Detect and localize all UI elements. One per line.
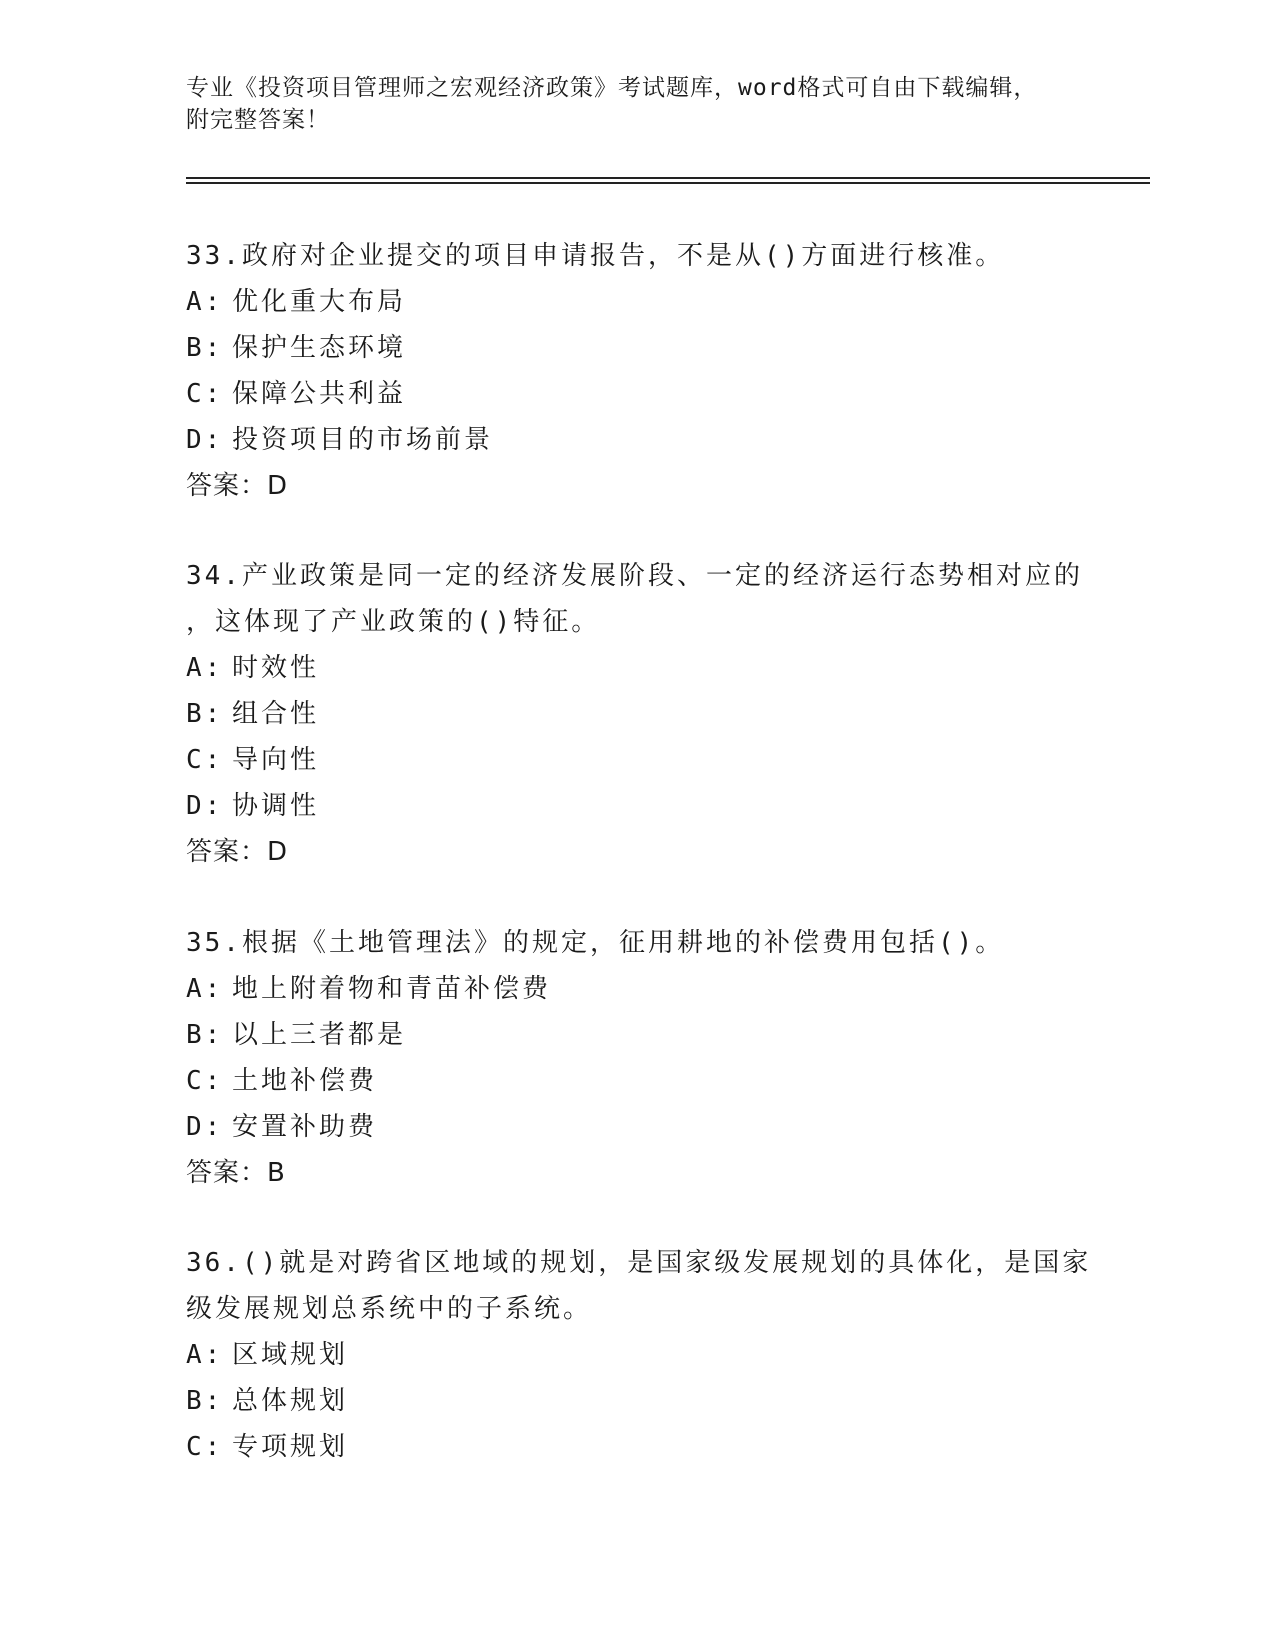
option-letter: A: xyxy=(186,974,224,1004)
option-a xyxy=(186,1332,1086,1378)
option-letter: D: xyxy=(186,425,224,455)
option-letter: B: xyxy=(186,699,224,729)
header-line-2: 附完整答案！ xyxy=(186,107,330,133)
option-letter: B: xyxy=(186,1386,224,1416)
option-text: 保障公共利益 xyxy=(232,379,407,409)
option-letter: B: xyxy=(186,333,224,363)
option-letter: C: xyxy=(186,1066,224,1096)
option-d xyxy=(186,417,1086,463)
question-stem: 34.产业政策是同一定的经济发展阶段、一定的经济运行态势相对应的 xyxy=(186,561,1083,591)
option-text: 优化重大布局 xyxy=(232,287,407,317)
header-divider-top xyxy=(186,177,1150,179)
option-letter: C: xyxy=(186,745,224,775)
option-letter: B: xyxy=(186,1020,224,1050)
option-text: 以上三者都是 xyxy=(232,1020,407,1050)
answer-line: 答案：B xyxy=(186,1158,286,1188)
option-c xyxy=(186,371,1086,417)
option-c xyxy=(186,1058,1086,1104)
question-stem-continued: ，这体现了产业政策的()特征。 xyxy=(186,607,601,637)
option-b xyxy=(186,325,1086,371)
option-letter: C: xyxy=(186,1432,224,1462)
header-line-1: 专业《投资项目管理师之宏观经济政策》考试题库，word格式可自由下载编辑， xyxy=(186,75,1038,101)
question-34 xyxy=(186,553,1086,875)
option-text: 区域规划 xyxy=(232,1340,349,1370)
question-33 xyxy=(186,233,1086,509)
document-header xyxy=(186,72,1086,136)
option-a xyxy=(186,966,1086,1012)
option-c xyxy=(186,737,1086,783)
option-b xyxy=(186,691,1086,737)
option-letter: A: xyxy=(186,653,224,683)
answer-line: 答案：D xyxy=(186,837,289,867)
question-35 xyxy=(186,920,1086,1196)
option-a xyxy=(186,645,1086,691)
option-letter: C: xyxy=(186,379,224,409)
option-text: 保护生态环境 xyxy=(232,333,407,363)
question-36 xyxy=(186,1240,1092,1470)
question-stem: 36.()就是对跨省区地域的规划，是国家级发展规划的具体化，是国家 xyxy=(186,1248,1092,1278)
option-text: 时效性 xyxy=(232,653,320,683)
option-letter: A: xyxy=(186,1340,224,1370)
option-letter: D: xyxy=(186,791,224,821)
option-b xyxy=(186,1378,1086,1424)
option-b xyxy=(186,1012,1086,1058)
option-d xyxy=(186,1104,1086,1150)
option-text: 土地补偿费 xyxy=(232,1066,378,1096)
option-c xyxy=(186,1424,1086,1470)
question-stem-continued: 级发展规划总系统中的子系统。 xyxy=(186,1294,593,1324)
option-text: 安置补助费 xyxy=(232,1112,378,1142)
option-letter: D: xyxy=(186,1112,224,1142)
option-text: 投资项目的市场前景 xyxy=(232,425,494,455)
question-stem: 35.根据《土地管理法》的规定，征用耕地的补偿费用包括()。 xyxy=(186,928,1005,958)
option-text: 导向性 xyxy=(232,745,320,775)
option-letter: A: xyxy=(186,287,224,317)
header-divider-bottom xyxy=(186,182,1150,184)
option-text: 总体规划 xyxy=(232,1386,349,1416)
option-text: 组合性 xyxy=(232,699,320,729)
option-text: 协调性 xyxy=(232,791,320,821)
option-text: 专项规划 xyxy=(232,1432,349,1462)
question-stem: 33.政府对企业提交的项目申请报告，不是从()方面进行核准。 xyxy=(186,241,1005,271)
option-d xyxy=(186,783,1086,829)
answer-line: 答案：D xyxy=(186,471,289,501)
option-a xyxy=(186,279,1086,325)
option-text: 地上附着物和青苗补偿费 xyxy=(232,974,552,1004)
